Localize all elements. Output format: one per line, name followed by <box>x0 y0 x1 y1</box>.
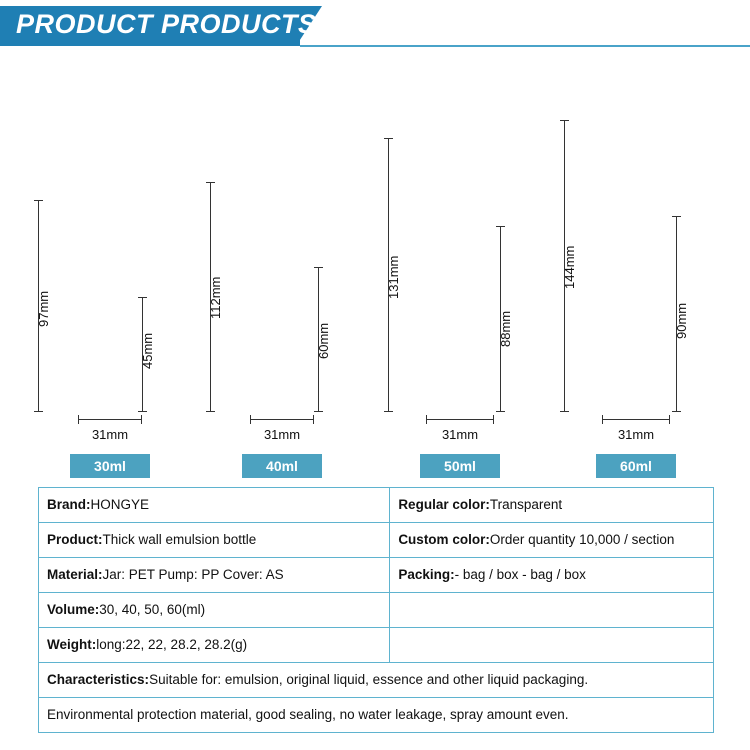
cell-value: 30, 40, 50, 60(ml) <box>99 602 206 617</box>
page-title: PRODUCT PRODUCTS <box>16 9 317 39</box>
table-row <box>39 593 714 628</box>
dimension-label-body: 60mm <box>316 322 331 359</box>
cell-value: Thick wall emulsion bottle <box>102 532 257 547</box>
dimension-label-diameter: 31mm <box>617 427 655 442</box>
bottle-figure-40ml <box>192 52 372 482</box>
volume-badge: 50ml <box>420 454 500 478</box>
cell-key: Weight: <box>47 637 97 652</box>
product-diagram <box>0 52 750 482</box>
table-cell-packing <box>390 558 714 593</box>
cell-value: Jar: PET Pump: PP Cover: AS <box>102 567 284 582</box>
dimension-label-diameter: 31mm <box>91 427 129 442</box>
cell-key: Characteristics: <box>47 672 150 687</box>
cell-key: Material: <box>47 567 103 582</box>
table-cell-material <box>39 558 390 593</box>
cell-value: Environmental protection material, good sealing, no water leakage, spray amount even. <box>47 707 569 722</box>
page-header <box>0 0 750 52</box>
cell-value: - bag / box - bag / box <box>454 567 586 582</box>
bottle-figure-50ml <box>370 52 550 482</box>
cell-value: Order quantity 10,000 / section <box>489 532 675 547</box>
cell-value: long:22, 22, 28.2, 28.2(g) <box>96 637 248 652</box>
dimension-label-height: 112mm <box>208 276 223 319</box>
cell-key: Regular color: <box>398 497 490 512</box>
table-cell-empty-1 <box>390 593 714 628</box>
cell-key: Product: <box>47 532 103 547</box>
table-row <box>39 523 714 558</box>
header-divider-rule <box>300 45 750 47</box>
table-row <box>39 663 714 698</box>
dimension-label-height: 144mm <box>562 245 577 289</box>
table-cell-brand <box>39 488 390 523</box>
table-row <box>39 488 714 523</box>
specification-table <box>38 487 714 733</box>
dimension-label-body: 90mm <box>674 302 689 339</box>
cell-value: Suitable for: emulsion, original liquid, essence and other liquid packaging. <box>149 672 589 687</box>
table-cell-footer-note <box>39 698 714 733</box>
bottle-figure-30ml <box>20 52 200 482</box>
dimension-line-diameter <box>426 419 494 420</box>
table-cell-custom-color <box>390 523 714 558</box>
dimension-label-diameter: 31mm <box>441 427 479 442</box>
cell-key: Volume: <box>47 602 100 617</box>
dimension-label-height: 97mm <box>36 290 51 327</box>
table-cell-regular-color <box>390 488 714 523</box>
table-row <box>39 558 714 593</box>
cell-value: Transparent <box>489 497 563 512</box>
table-cell-volume <box>39 593 390 628</box>
dimension-line-diameter <box>250 419 314 420</box>
table-row <box>39 628 714 663</box>
cell-key: Custom color: <box>398 532 490 547</box>
dimension-label-body: 88mm <box>498 310 513 347</box>
volume-badge: 30ml <box>70 454 150 478</box>
table-cell-weight <box>39 628 390 663</box>
table-row <box>39 698 714 733</box>
volume-badge: 60ml <box>596 454 676 478</box>
dimension-line-diameter <box>78 419 142 420</box>
dimension-line-diameter <box>602 419 670 420</box>
cell-value: HONGYE <box>90 497 150 512</box>
table-cell-characteristics <box>39 663 714 698</box>
dimension-label-height: 131mm <box>386 255 401 299</box>
bottle-figure-60ml <box>546 52 726 482</box>
cell-key: Packing: <box>398 567 455 582</box>
volume-badge: 40ml <box>242 454 322 478</box>
dimension-label-diameter: 31mm <box>263 427 301 442</box>
table-cell-product <box>39 523 390 558</box>
table-cell-empty-2 <box>390 628 714 663</box>
dimension-label-body: 45mm <box>140 332 155 369</box>
cell-key: Brand: <box>47 497 91 512</box>
